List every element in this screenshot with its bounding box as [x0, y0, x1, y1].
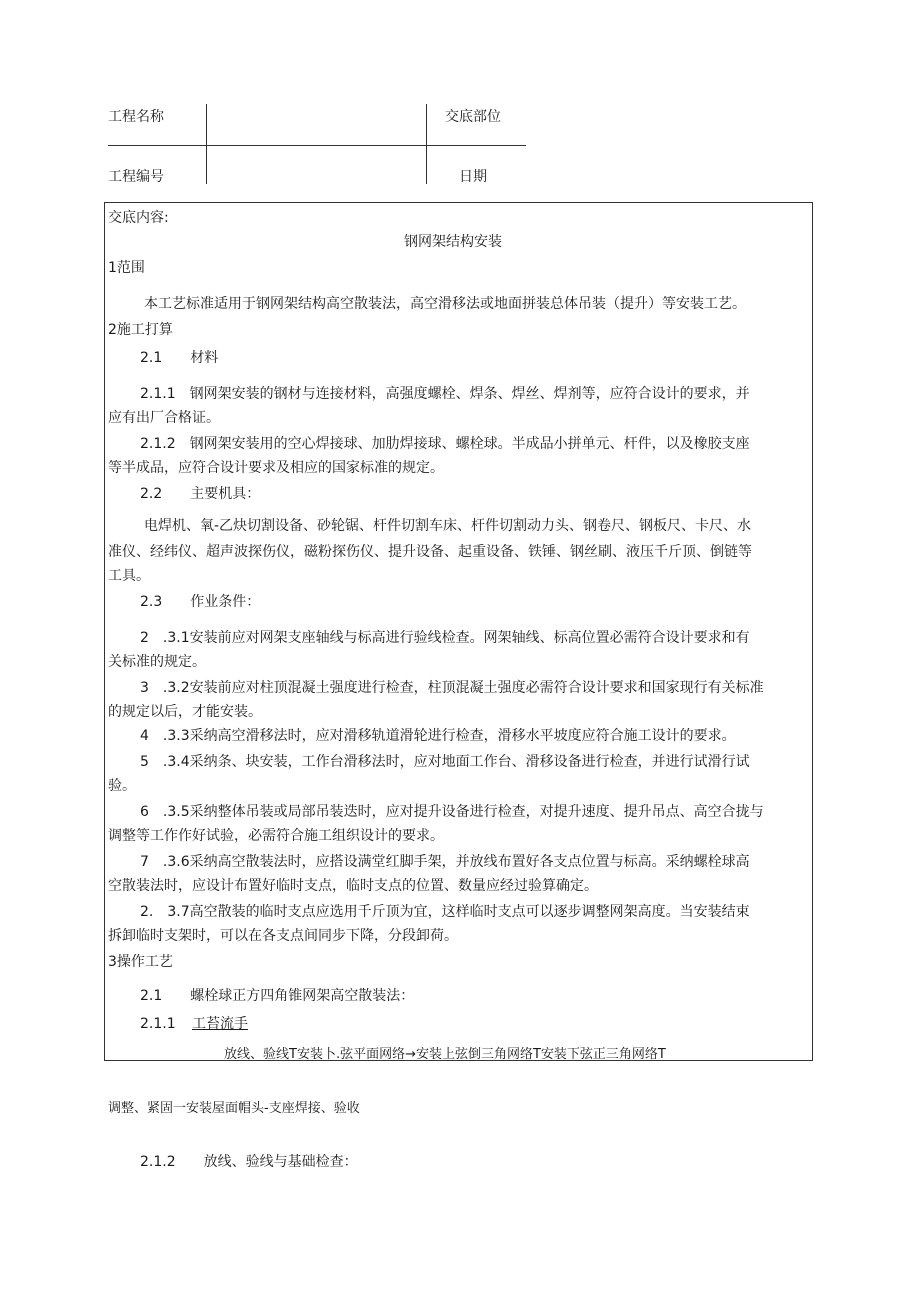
heading-2-2: 2.2 主要机具：: [140, 486, 261, 502]
text-line: 3 .3.2安装前应对柱顶混凝土强度进行检查，柱顶混凝土强度必需符合设计要求和国家现行有关标准: [140, 680, 764, 696]
document-title: 钢网架结构安装: [404, 234, 502, 250]
heading-2-1: 2.1 材料: [140, 350, 219, 366]
heading-3-1-1-number: 2.1.1: [140, 1016, 190, 1032]
text-line: 验。: [108, 778, 136, 794]
text-line: 7 .3.6采纳高空散装法时，应搭设满堂红脚手架，并放线布置好各支点位置与标高。采纳螺栓球高: [140, 854, 750, 870]
heading-1: 1范围: [108, 260, 145, 276]
text-line: 5 .3.4采纳条、块安装，工作台滑移法时，应对地面工作台、滑移设备进行检查，并进行试滑行试: [140, 754, 750, 770]
text-line: 关标准的规定。: [108, 654, 206, 670]
header-divider-1: [206, 104, 207, 184]
heading-2-3: 2.3 作业条件：: [140, 594, 261, 610]
text-line: 准仪、经纬仪、超声波探伤仪，磁粉探伤仪、提升设备、起重设备、铁锤、钢丝刷、液压千斤顶、倒链等: [108, 544, 752, 560]
process-flow-continuation: 调整、紧固一安装屋面帽头-支座焊接、验收: [108, 1101, 360, 1116]
content-label: 交底内容:: [108, 210, 169, 226]
text-line: 等半成品，应符合设计要求及相应的国家标准的规定。: [108, 460, 444, 476]
text-line: 2. 3.7高空散装的临时支点应选用千斤顶为宜，这样临时支点可以逐步调整网架高度。当安装结束: [140, 904, 750, 920]
header-row-separator: [108, 145, 526, 146]
process-flow-heading: 工苔流手: [192, 1016, 248, 1032]
project-number-label: 工程编号: [108, 169, 164, 185]
heading-2: 2施工打算: [108, 322, 173, 338]
text-line: 2.1.1 钢网架安装的钢材与连接材料，高强度螺栓、焊条、焊丝、焊剂等，应符合设计的要求，并: [140, 386, 750, 402]
text-line: 应有出厂合格证。: [108, 410, 220, 426]
date-label: 日期: [459, 169, 487, 185]
text-line: 的规定以后，才能安装。: [108, 704, 262, 720]
text-line: 4 .3.3采纳高空滑移法时，应对滑移轨道滑轮进行检查，滑移水平坡度应符合施工设计的要求。: [140, 728, 736, 744]
project-name-label: 工程名称: [108, 109, 164, 125]
scope-text: 本工艺标准适用于钢网架结构高空散装法，高空滑移法或地面拼装总体吊装（提升）等安装工艺。: [144, 296, 746, 312]
heading-2-1-2: 2.1.2 放线、验线与基础检查：: [140, 1154, 358, 1170]
header-divider-2: [426, 104, 427, 184]
text-line: 空散装法时，应设计布置好临时支点，临时支点的位置、数量应经过验算确定。: [108, 878, 598, 894]
text-line: 拆卸临时支架时，可以在各支点间同步下降，分段卸荷。: [108, 928, 458, 944]
text-line: 2.1.2 钢网架安装用的空心焊接球、加肋焊接球、螺栓球。半成品小拼单元、杆件，以及橡胶支座: [140, 436, 750, 452]
handover-part-label: 交底部位: [445, 109, 501, 125]
text-line: 工具。: [108, 568, 150, 584]
text-line: 2 .3.1安装前应对网架支座轴线与标高进行验线检查。网架轴线、标高位置必需符合设计要求和有: [140, 630, 750, 646]
text-line: 电焊机、氧-乙炔切割设备、砂轮锯、杆件切割车床、杆件切割动力头、钢卷尺、钢板尺、卡尺、水: [144, 518, 752, 534]
text-line: 6 .3.5采纳整体吊装或局部吊装迭时，应对提升设备进行检查，对提升速度、提升吊点、高空合拢与: [140, 804, 764, 820]
process-flow-line: 放线、验线T安装卜.弦平面网络→安装上弦倒三角网络T安装下弦正三角网络T: [224, 1047, 666, 1062]
heading-3-1: 2.1 螺栓球正方四角锥网架高空散装法：: [140, 988, 415, 1004]
heading-3: 3操作工艺: [108, 954, 173, 970]
text-line: 调整等工作作好试验，必需符合施工组织设计的要求。: [108, 828, 444, 844]
